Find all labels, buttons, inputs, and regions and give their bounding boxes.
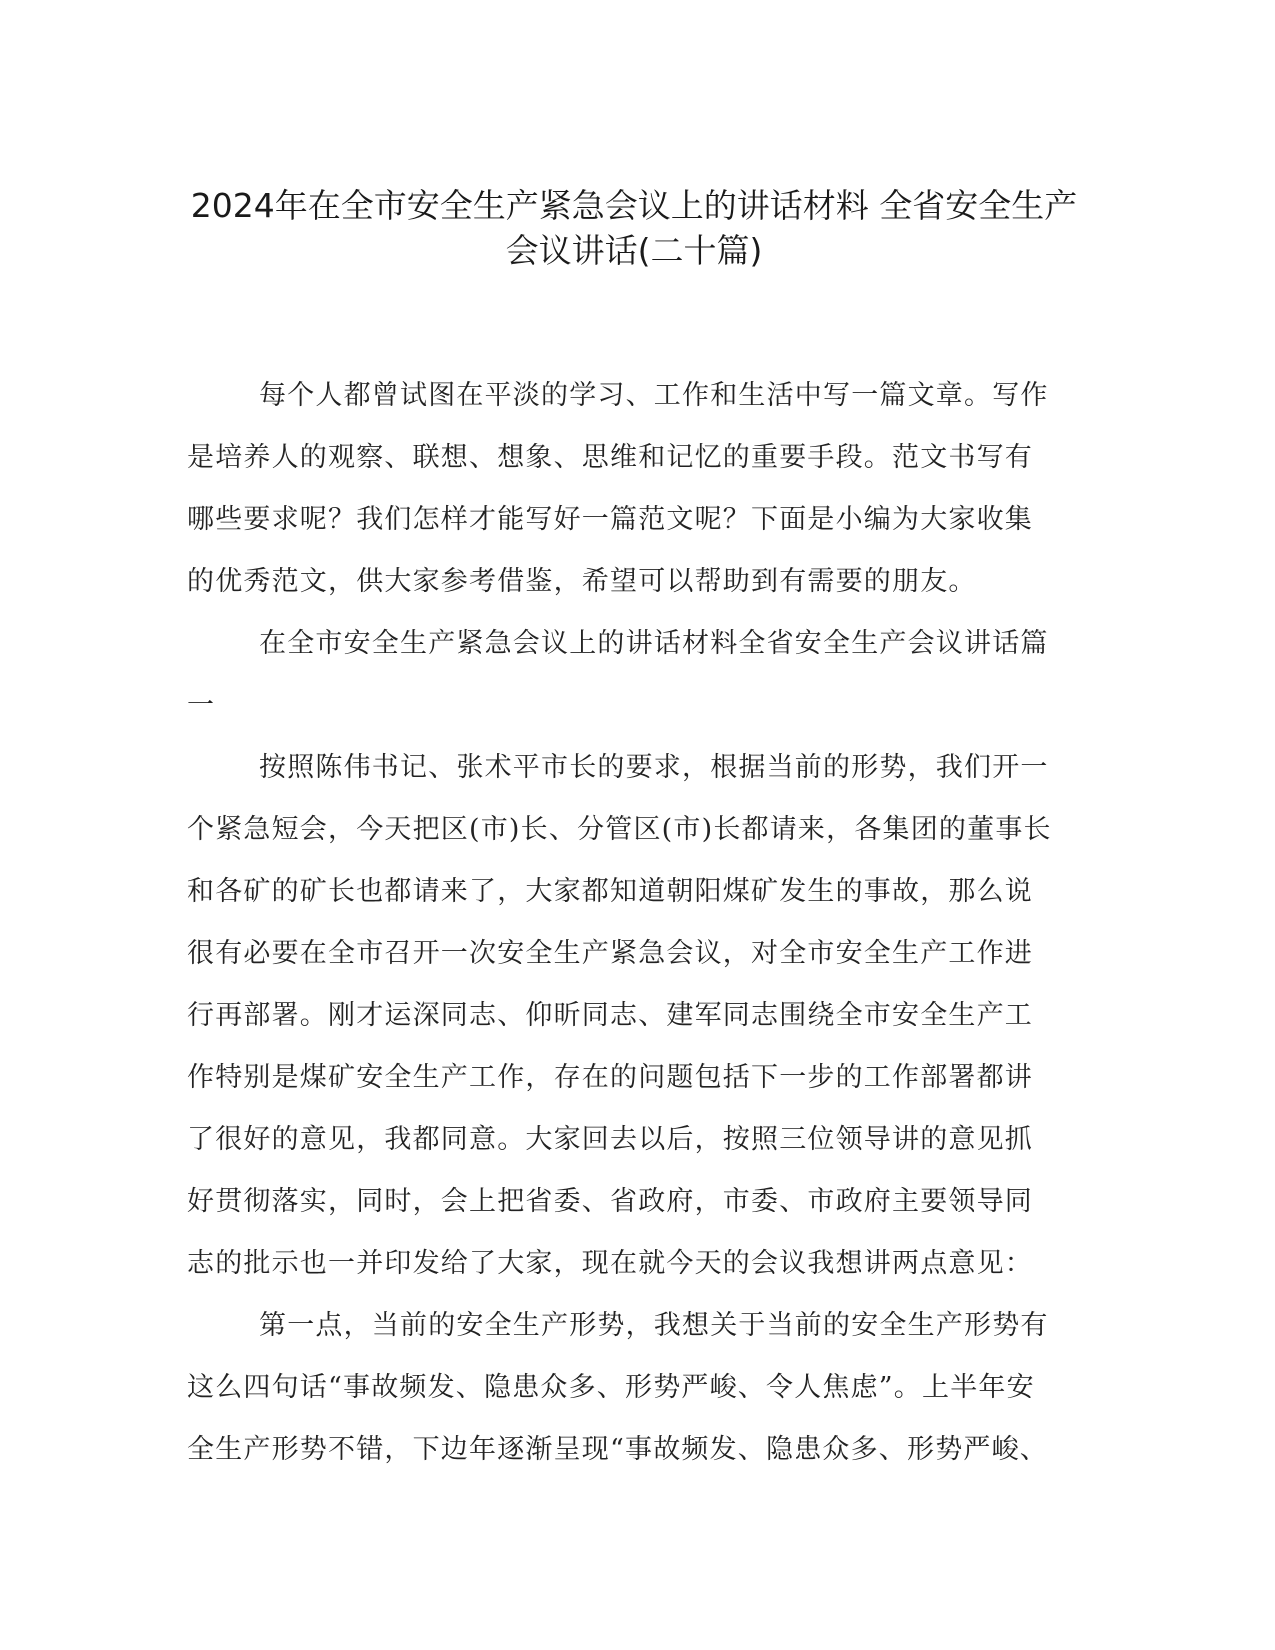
paragraph-line: 行再部署。刚才运深同志、仰昕同志、建军同志围绕全市安全生产工 (187, 1000, 1033, 1031)
paragraph-line: 全生产形势不错，下边年逐渐呈现“事故频发、隐患众多、形势严峻、 (187, 1434, 1049, 1465)
paragraph-line: 按照陈伟书记、张术平市长的要求，根据当前的形势，我们开一 (259, 752, 1049, 783)
paragraph-line: 第一点，当前的安全生产形势，我想关于当前的安全生产形势有 (259, 1310, 1049, 1341)
paragraph-line: 个紧急短会，今天把区(市)长、分管区(市)长都请来，各集团的董事长 (187, 814, 1052, 845)
title-line-2: 会议讲话(二十篇) (505, 231, 763, 270)
paragraph-line: 作特别是煤矿安全生产工作，存在的问题包括下一步的工作部署都讲 (187, 1062, 1033, 1093)
paragraph-line: 志的批示也一并印发给了大家，现在就今天的会议我想讲两点意见： (187, 1248, 1033, 1279)
paragraph-line: 每个人都曾试图在平淡的学习、工作和生活中写一篇文章。写作 (259, 380, 1049, 411)
paragraph-line: 了很好的意见，我都同意。大家回去以后，按照三位领导讲的意见抓 (187, 1124, 1033, 1155)
document-body (187, 365, 1082, 1481)
paragraph-line: 是培养人的观察、联想、想象、思维和记忆的重要手段。范文书写有 (187, 442, 1033, 473)
section-heading-line: 一 (187, 690, 216, 721)
paragraph-line: 的优秀范文，供大家参考借鉴，希望可以帮助到有需要的朋友。 (187, 566, 977, 597)
title-line-1: 2024年在全市安全生产紧急会议上的讲话材料 全省安全生产 (190, 186, 1078, 225)
paragraph-line: 这么四句话“事故频发、隐患众多、形势严峻、令人焦虑”。上半年安 (187, 1372, 1035, 1403)
document-title (180, 183, 1088, 273)
paragraph-line: 很有必要在全市召开一次安全生产紧急会议，对全市安全生产工作进 (187, 938, 1033, 969)
paragraph-line: 哪些要求呢？我们怎样才能写好一篇范文呢？下面是小编为大家收集 (187, 504, 1033, 535)
paragraph-line: 和各矿的矿长也都请来了，大家都知道朝阳煤矿发生的事故，那么说 (187, 876, 1033, 907)
section-heading-line: 在全市安全生产紧急会议上的讲话材料全省安全生产会议讲话篇 (259, 628, 1049, 659)
paragraph-line: 好贯彻落实，同时，会上把省委、省政府，市委、市政府主要领导同 (187, 1186, 1033, 1217)
